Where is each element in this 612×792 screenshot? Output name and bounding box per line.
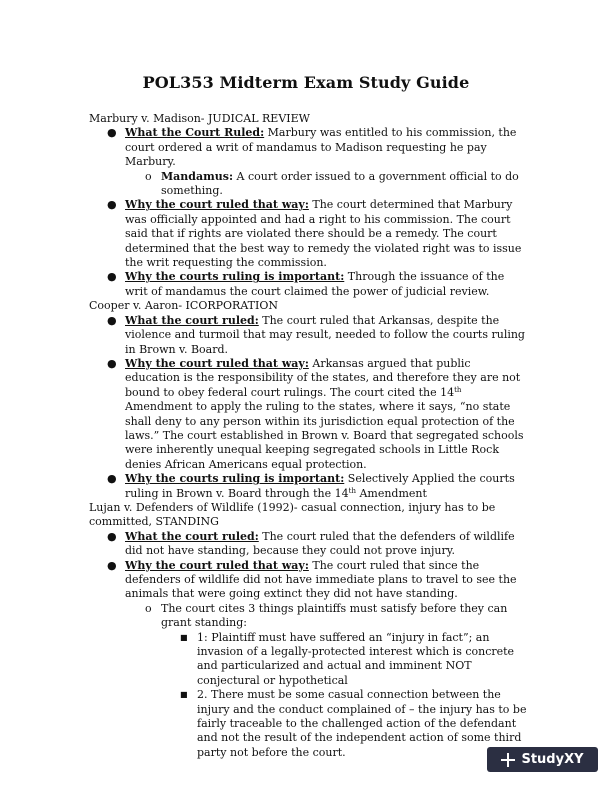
brand-name: StudyXY: [521, 752, 584, 767]
case-heading-marbury: Marbury v. Madison- JUDICAL REVIEW: [89, 112, 310, 125]
plus-icon: [501, 753, 515, 767]
item-text: 2. There must be some casual connection between the injury and the conduct complained of – the injury has to be fairly traceable to the challenged action of the defendant and not the result of the independent action of some third party not before the court.: [197, 688, 527, 759]
bullet-square-icon: ■: [180, 690, 188, 700]
item-text: The court ruled that the defenders of wildlife did not have standing, because they could not prove injury.: [125, 529, 515, 558]
item-text: The court ruled that since the defenders of wildlife did not have immediate plans to travel to see the animals that were going extinct they did not have standing.: [125, 558, 517, 601]
document-body: [89, 112, 529, 760]
bullet-dot-icon: ●: [107, 270, 117, 284]
page-title: POL353 Midterm Exam Study Guide: [142, 73, 470, 92]
superscript: th: [348, 486, 356, 495]
item-text: Through the issuance of the writ of mandamus the court claimed the power of judicial review.: [125, 270, 505, 298]
list-item: [89, 198, 529, 270]
item-text: Marbury was entitled to his commission, the court ordered a writ of mandamus to Madison requesting he pay Marbury.: [125, 126, 517, 169]
bullet-dot-icon: ●: [107, 529, 117, 543]
item-heading: What the court ruled:: [125, 529, 259, 543]
list-item: [89, 688, 529, 760]
bullet-dot-icon: ●: [107, 472, 117, 486]
list-item: [89, 602, 529, 631]
item-text: A court order issued to a government official to do something.: [161, 169, 519, 198]
list-item: [89, 126, 529, 169]
item-heading: Why the court ruled that way:: [125, 356, 309, 370]
case-heading-cooper: Cooper v. Aaron- ICORPORATION: [89, 299, 278, 313]
item-text: Amendment to apply the ruling to the states, where it says, “no state shall deny to any person within its jurisdiction equal protection of the laws.” The court established in Brown v. Board that segregated schools were inherently unequal keeping segregated schools in Little Rock denies African Americans equal protection.: [125, 400, 524, 471]
bullet-dot-icon: ●: [107, 198, 117, 212]
item-heading: What the court ruled:: [125, 313, 259, 327]
case-list-marbury: [89, 126, 529, 299]
item-text: Selectively Applied the courts ruling in Brown v. Board through the 14: [125, 472, 515, 500]
list-item: [89, 631, 529, 689]
bullet-dot-icon: ●: [107, 356, 117, 370]
item-text: The court ruled that Arkansas, despite the violence and turmoil that may result, needed to follow the courts ruling in Brown v. Board.: [125, 313, 525, 356]
list-item: [89, 270, 529, 299]
bullet-dot-icon: ●: [107, 558, 117, 572]
studyxy-badge[interactable]: [487, 747, 598, 772]
list-item: [89, 559, 529, 602]
item-heading: Why the court ruled that way:: [125, 198, 309, 212]
bullet-dot-icon: ●: [107, 313, 117, 327]
list-item: [89, 314, 529, 357]
item-text: 1: Plaintiff must have suffered an “injury in fact”; an invasion of a legally-protected interest which is concrete and particularized and actual and imminent NOT conjectural or hypothetical: [197, 630, 515, 687]
item-heading: Why the courts ruling is important:: [125, 472, 345, 486]
item-text: Amendment: [355, 486, 427, 500]
case-list-lujan: [89, 530, 529, 761]
bullet-circle-icon: o: [145, 169, 152, 183]
item-text: The court cites 3 things plaintiffs must satisfy before they can grant standing:: [161, 601, 508, 630]
bullet-circle-icon: o: [145, 601, 152, 615]
item-heading: What the Court Ruled:: [125, 126, 265, 140]
item-text: Arkansas argued that public education is the responsibility of the states, and therefore they are not bound to obey federal court rulings. The court cited the 14: [125, 356, 521, 399]
superscript: th: [454, 385, 462, 394]
item-text: The court determined that Marbury was officially appointed and had a right to his commission. The court said that if rights are violated there should be a remedy. The court determined that the best way to remedy the violated right was to issue the writ requesting the commission.: [125, 198, 522, 270]
item-heading: Why the courts ruling is important:: [125, 270, 345, 284]
term-heading: Mandamus:: [161, 169, 234, 183]
list-item: [89, 530, 529, 559]
case-list-cooper: [89, 314, 529, 501]
bullet-dot-icon: ●: [107, 126, 117, 140]
list-item: [89, 170, 529, 199]
bullet-square-icon: ■: [180, 632, 188, 642]
item-heading: Why the court ruled that way:: [125, 558, 309, 572]
list-item: [89, 357, 529, 472]
case-heading-lujan: Lujan v. Defenders of Wildlife (1992)- casual connection, injury has to be committed, STANDING: [89, 500, 496, 529]
list-item: [89, 472, 529, 501]
